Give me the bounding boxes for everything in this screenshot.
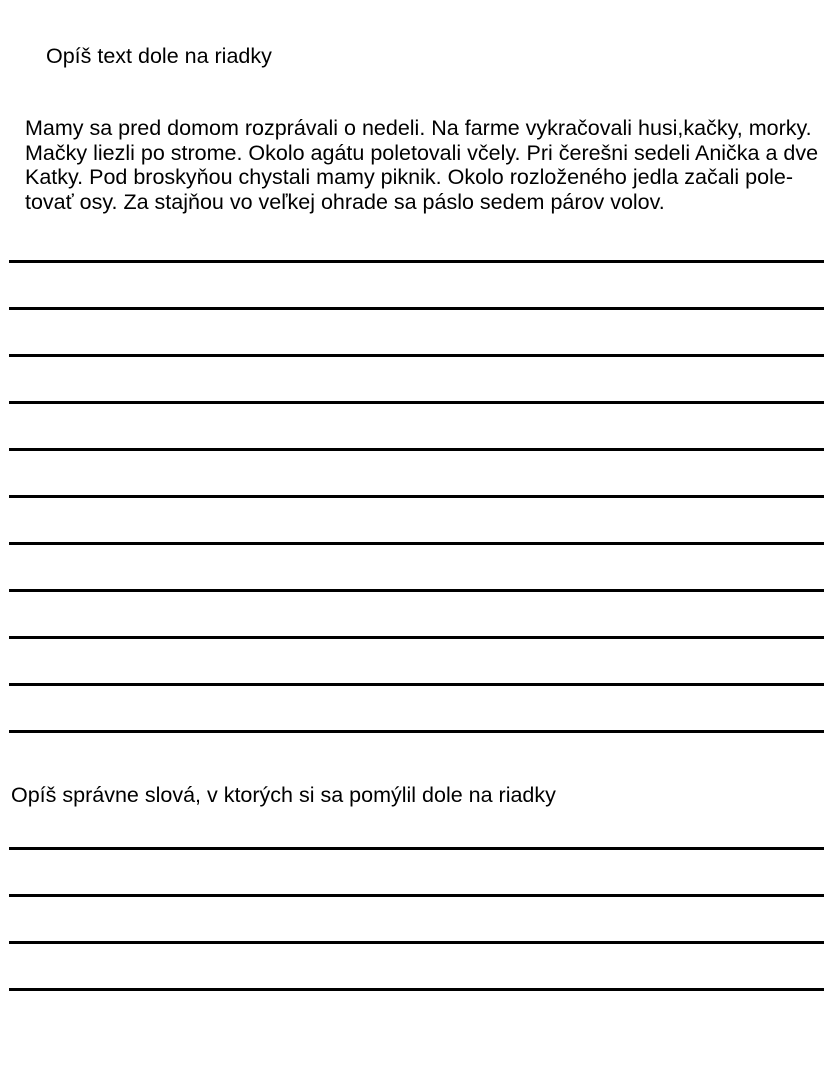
- source-paragraph: [25, 116, 825, 215]
- writing-line: [9, 307, 824, 310]
- copy-text-writing-lines: [9, 260, 824, 777]
- writing-line: [9, 495, 824, 498]
- corrections-instruction: Opíš správne slová, v ktorých si sa pomýlil dole na riadky: [11, 783, 556, 807]
- writing-line: [9, 589, 824, 592]
- writing-line: [9, 636, 824, 639]
- writing-line: [9, 847, 824, 850]
- writing-line: [9, 988, 824, 991]
- source-paragraph-line: Katky. Pod broskyňou chystali mamy piknik. Okolo rozloženého jedla začali pole-: [25, 165, 793, 190]
- writing-line: [9, 542, 824, 545]
- writing-line: [9, 730, 824, 733]
- writing-line: [9, 683, 824, 686]
- source-paragraph-line: Mamy sa pred domom rozprávali o nedeli. Na farme vykračovali husi,kačky, morky.: [25, 116, 812, 140]
- writing-line: [9, 448, 824, 451]
- copy-text-instruction: Opíš text dole na riadky: [46, 44, 272, 68]
- source-paragraph-line: tovať osy. Za stajňou vo veľkej ohrade sa páslo sedem párov volov.: [25, 190, 665, 215]
- corrections-writing-lines: [9, 847, 824, 1035]
- writing-line: [9, 354, 824, 357]
- writing-line: [9, 260, 824, 263]
- writing-line: [9, 894, 824, 897]
- writing-line: [9, 401, 824, 404]
- writing-line: [9, 941, 824, 944]
- source-paragraph-line: Mačky liezli po strome. Okolo agátu poletovali včely. Pri čerešni sedeli Anička a dve: [25, 140, 819, 165]
